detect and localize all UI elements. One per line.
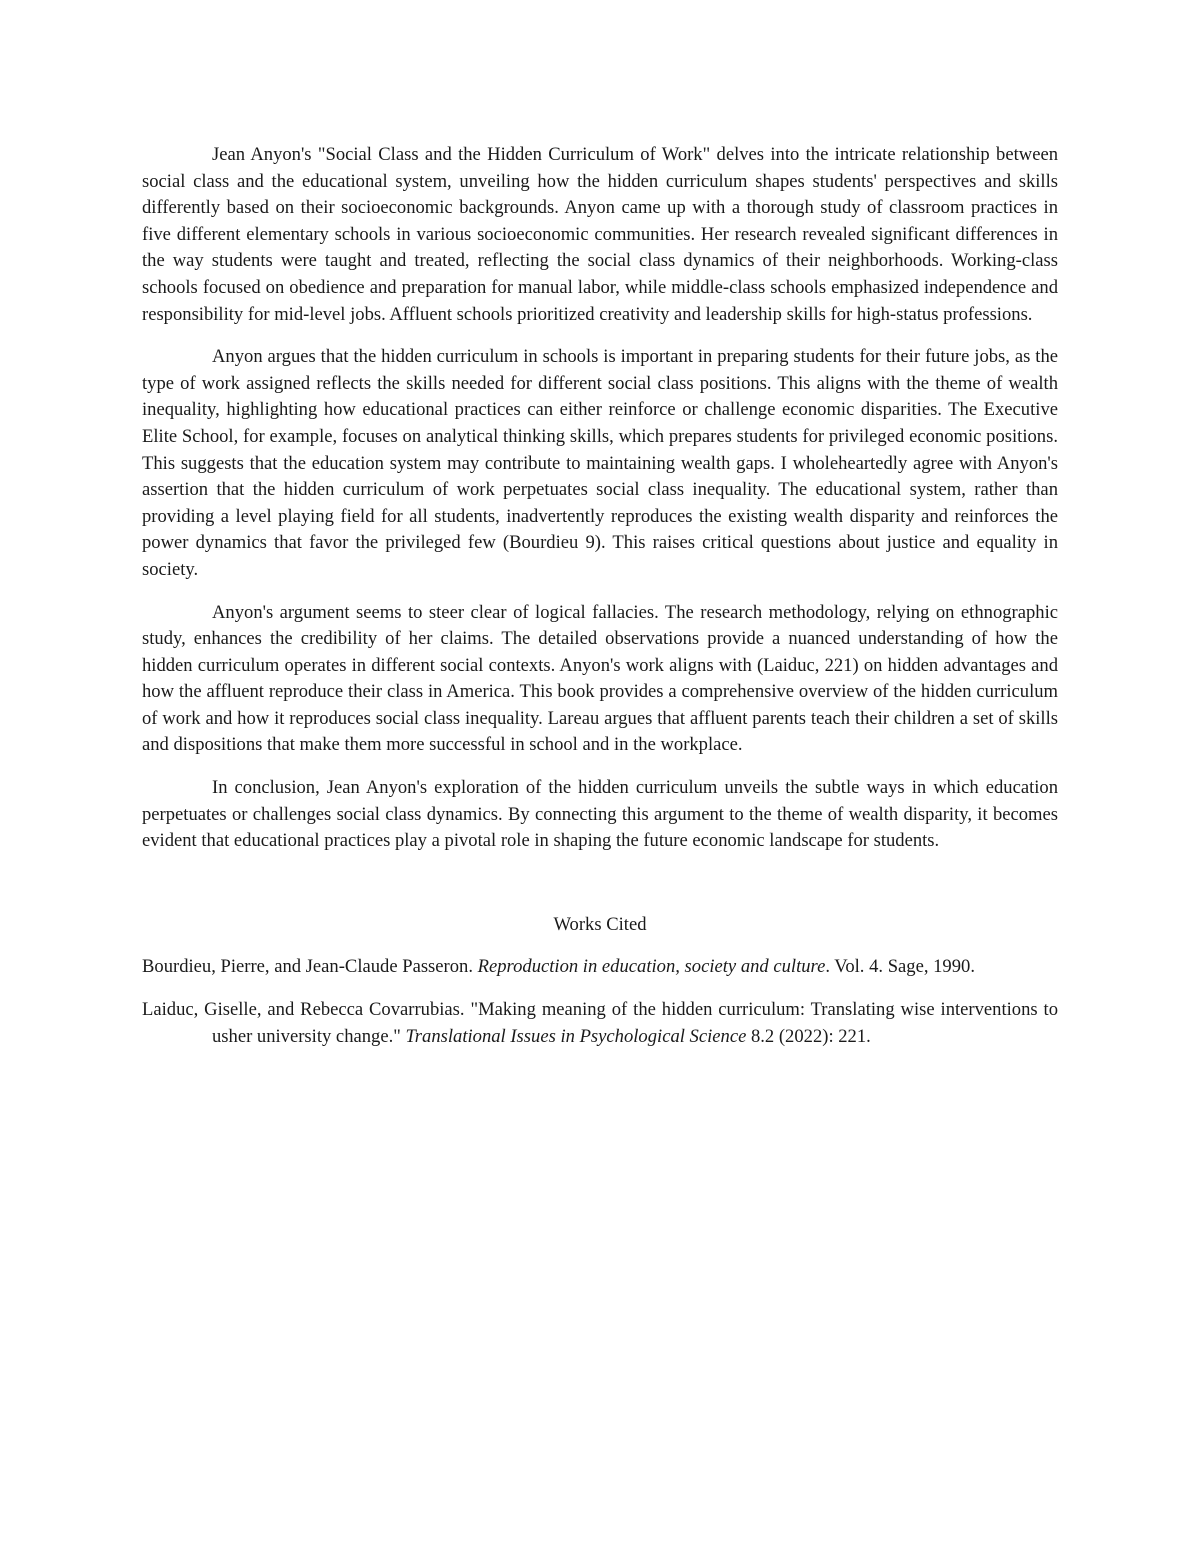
citation-title: Translational Issues in Psychological Science <box>405 1025 747 1047</box>
body-paragraph-4: In conclusion, Jean Anyon's exploration of the hidden curriculum unveils the subtle ways in which education perpetuates or challenges social class dynamics. By connecting this argument to the theme of wealth disparity, it becomes evident that educational practices play a pivotal role in shaping the future economic landscape for students. <box>142 777 1058 852</box>
citation-text: Bourdieu, Pierre, and Jean-Claude Passeron. <box>142 956 478 978</box>
citation-title: Reproduction in education, society and culture <box>477 956 826 978</box>
body-paragraph-2: Anyon argues that the hidden curriculum in schools is important in preparing students for their future jobs, as the type of work assigned reflects the skills needed for different social class positions. This aligns with the theme of wealth inequality, highlighting how educational practices can either reinforce or challenge economic disparities. The Executive Elite School, for example, focuses on analytical thinking skills, which prepares students for privileged economic positions. This suggests that the education system may contribute to maintaining wealth gaps. I wholeheartedly agree with Anyon's assertion that the hidden curriculum of work perpetuates social class inequality. The educational system, rather than providing a level playing field for all students, inadvertently reproduces the existing wealth disparity and reinforces the power dynamics that favor the privileged few (Bourdieu 9). This raises critical questions about justice and equality in society. <box>142 346 1058 580</box>
body-paragraph-1: Jean Anyon's "Social Class and the Hidden Curriculum of Work" delves into the intricate relationship between social class and the educational system, unveiling how the hidden curriculum shapes students' perspectives and skills differently based on their socioeconomic backgrounds. Anyon came up with a thorough study of classroom practices in five different elementary schools in various socioeconomic communities. Her research revealed significant differences in the way students were taught and treated, reflecting the social class dynamics of their neighborhoods. Working-class schools focused on obedience and preparation for manual labor, while middle-class schools emphasized independence and responsibility for mid-level jobs. Affluent schools prioritized creativity and leadership skills for high-status professions. <box>142 144 1058 325</box>
document-page <box>142 142 1058 1066</box>
citation-entry-2 <box>142 997 1058 1050</box>
body-paragraph-3: Anyon's argument seems to steer clear of logical fallacies. The research methodology, relying on ethnographic study, enhances the credibility of her claims. The detailed observations provide a nuanced understanding of how the hidden curriculum operates in different social contexts. Anyon's work aligns with (Laiduc, 221) on hidden advantages and how the affluent reproduce their class in America. This book provides a comprehensive overview of the hidden curriculum of work and how it reproduces social class inequality. Lareau argues that affluent parents teach their children a set of skills and dispositions that make them more successful in school and in the workplace. <box>142 601 1058 756</box>
works-cited-title: Works Cited <box>553 913 647 935</box>
citation-entry-1 <box>142 954 1058 981</box>
citation-text: . Vol. 4. Sage, 1990. <box>825 956 975 978</box>
citation-text: 8.2 (2022): 221. <box>746 1025 871 1047</box>
citation-text: Laiduc, Giselle, and Rebecca Covarrubias. "Making meaning of the hidden curriculum: Translating wise interventions to usher university change." <box>142 999 1058 1047</box>
